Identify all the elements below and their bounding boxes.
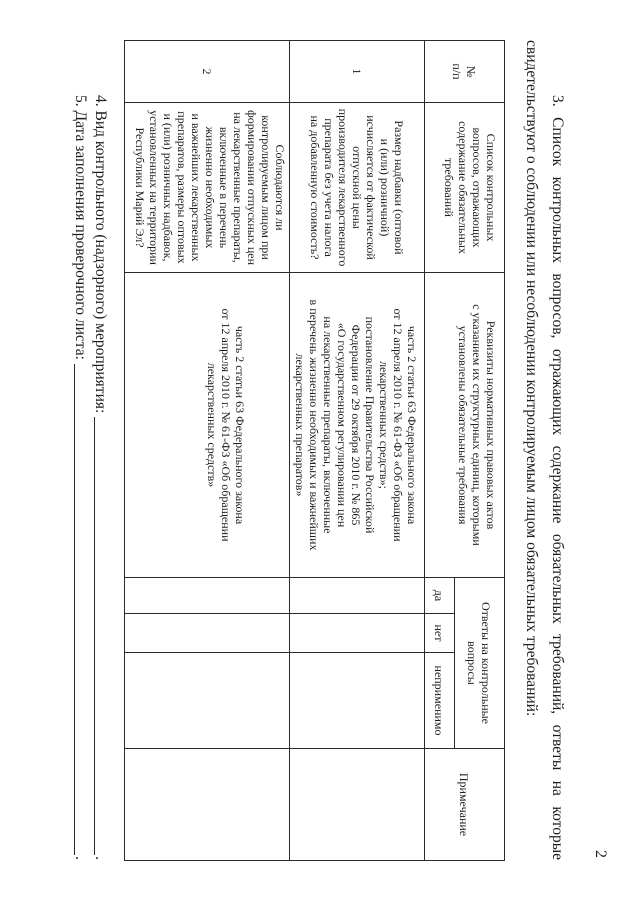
text-line: производителя лекарственного <box>336 108 350 267</box>
text-line: «О государственном регулировании цен <box>335 322 349 528</box>
text-line: Федерации от 29 октября 2010 г. № 865 <box>349 324 363 526</box>
text-line: 2 <box>200 68 214 75</box>
field-blank-line <box>74 364 75 855</box>
field-end-period: . <box>92 856 109 860</box>
table-header-row <box>455 41 505 861</box>
header-answer-na <box>425 653 455 749</box>
section-3-heading <box>518 40 570 860</box>
text-line: и важнейших лекарственных <box>189 113 203 262</box>
row-number-cell <box>290 41 425 103</box>
text-line: Список контрольных <box>484 133 498 242</box>
header-note <box>425 749 505 861</box>
text-line: 1 <box>350 68 364 75</box>
text-line: в перечень жизненно необходимых и важнейших <box>307 299 321 551</box>
field-end-period: . <box>72 856 89 860</box>
text-line: часть 2 статьи 63 Федерального закона <box>233 325 247 525</box>
text-line: установлены обязательные требования <box>456 325 470 525</box>
page-number: 2 <box>592 850 609 858</box>
text-line: лекарственных препаратов» <box>293 353 307 497</box>
text-line: вопросы <box>465 641 480 685</box>
requisites-cell <box>125 273 290 578</box>
text-line: вопросов, отражающих <box>470 127 484 248</box>
text-line: да <box>432 589 447 602</box>
answer-yes-cell <box>290 578 425 614</box>
question-cell <box>290 103 425 273</box>
text-line: от 12 апреля 2010 г. № 61-ФЗ «Об обращении <box>219 308 233 542</box>
table-row <box>290 41 425 861</box>
text-line: № <box>464 65 479 78</box>
text-line: Ответы на контрольные <box>479 601 494 725</box>
answer-na-cell <box>125 653 290 749</box>
text-line: часть 2 статьи 63 Федерального закона <box>405 325 419 525</box>
checklist-table <box>124 40 505 861</box>
text-line: требований <box>442 158 456 217</box>
answer-no-cell <box>290 614 425 653</box>
heading-line: свидетельствуют о соблюдении или несоблюдении контролируемым лицом обязательных требований: <box>523 40 540 717</box>
header-answer-yes <box>425 578 455 614</box>
text-line: исчисляется от фактической <box>364 115 378 260</box>
text-line: контролируемым лицом при <box>259 115 273 260</box>
text-line: содержание обязательных <box>456 121 470 254</box>
text-line: нет <box>432 624 447 642</box>
field-label: 5. Дата заполнения проверочного листа: <box>72 95 89 360</box>
header-question <box>425 103 505 273</box>
requisites-cell <box>290 273 425 578</box>
answer-na-cell <box>290 653 425 749</box>
answer-no-cell <box>125 614 290 653</box>
text-line: на добавленную стоимость? <box>308 115 322 260</box>
text-line: препарата без учета налога <box>322 118 336 257</box>
note-cell <box>125 749 290 861</box>
text-line: Республики Марий Эл? <box>133 127 147 248</box>
section-5-field <box>70 40 90 860</box>
text-line: постановление Правительства Российской <box>363 316 377 534</box>
text-line: жизненно необходимых <box>203 126 217 249</box>
text-line: и (или) розничной) <box>378 138 392 237</box>
text-line: с указанием их структурных единиц, которыми <box>470 304 484 546</box>
text-line: включенные в перечень <box>217 126 231 249</box>
row-number-cell <box>125 41 290 103</box>
text-line: лекарственных средств» <box>205 362 219 488</box>
text-line: Соблюдаются ли <box>273 144 287 231</box>
text-line: от 12 апреля 2010 г. № 61-ФЗ «Об обращении <box>391 308 405 542</box>
text-line: и (или) розничных надбавок, <box>161 113 175 262</box>
text-line: Примечание <box>457 772 472 837</box>
answer-yes-cell <box>125 578 290 614</box>
heading-line: 3. Список контрольных вопросов, отражающих содержание обязательных требований, ответы на которые <box>549 95 566 860</box>
text-line: препаратов, размеры оптовых <box>175 111 189 264</box>
text-line: формировании отпускных цен <box>245 109 259 266</box>
header-requisites <box>425 273 505 578</box>
note-cell <box>290 749 425 861</box>
text-line: установленных на территории <box>147 110 161 265</box>
text-line: п/п <box>450 63 465 80</box>
text-line: лекарственных средств»; <box>377 361 391 489</box>
header-answer-no <box>425 614 455 653</box>
field-label: 4. Вид контрольного (надзорного) мероприятия: <box>92 95 109 414</box>
text-line: отпускной цены <box>350 146 364 229</box>
field-blank-line <box>94 417 95 855</box>
table-row <box>125 41 290 861</box>
text-line: на лекарственные препараты, включенные <box>321 316 335 534</box>
text-line: Размер надбавки (оптовой <box>392 120 406 255</box>
table-body <box>125 41 505 861</box>
header-answers <box>455 578 505 749</box>
header-number <box>425 41 505 103</box>
text-line: Реквизиты нормативных правовых актов <box>484 320 498 530</box>
text-line: на лекарственные препараты, <box>231 112 245 263</box>
question-cell <box>125 103 290 273</box>
text-line: неприменимо <box>432 665 447 736</box>
section-4-field <box>90 40 110 860</box>
